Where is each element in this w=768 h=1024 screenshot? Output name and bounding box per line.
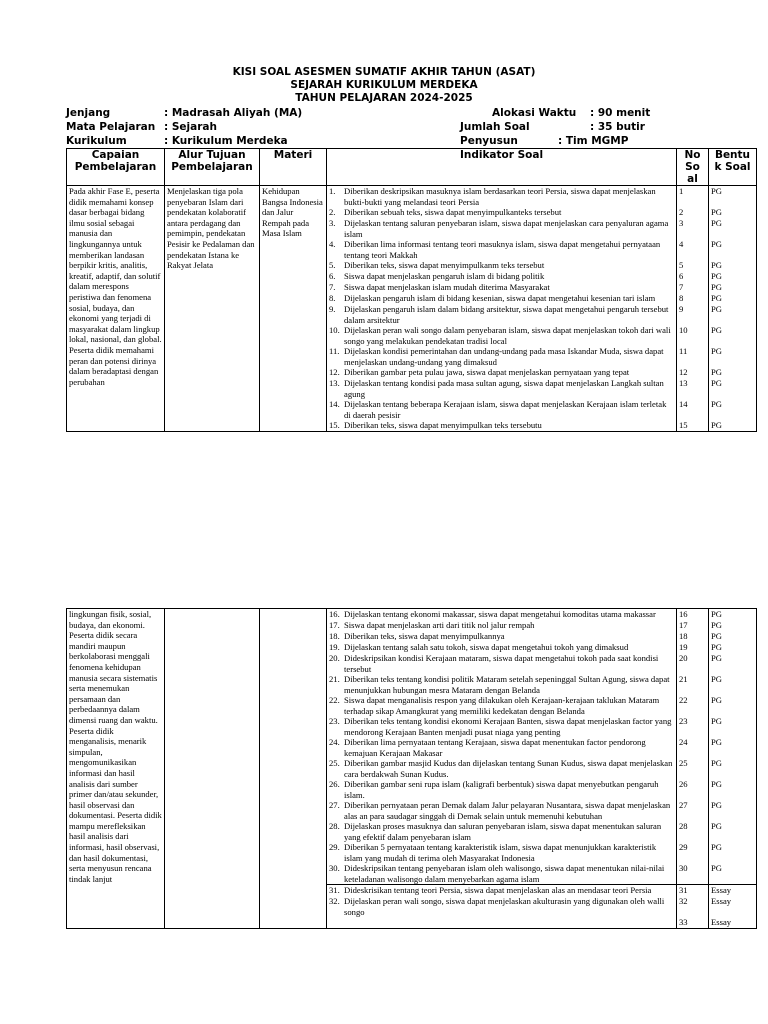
item-text: Dijelaskan tentang saluran penyebaran islam, siswa dapat menjelaskan cara penyaluran agama islam xyxy=(344,218,669,239)
meta-label: Jenjang xyxy=(66,107,111,119)
indikator-item xyxy=(329,282,674,293)
indikator-item xyxy=(329,631,674,642)
header-materi: Materi xyxy=(260,149,327,186)
question-number: 16 xyxy=(679,609,688,619)
question-number: 21 xyxy=(679,674,688,684)
indikator-list xyxy=(329,186,674,431)
item-number: 14. xyxy=(329,399,340,409)
question-number: 17 xyxy=(679,620,688,630)
item-number: 13. xyxy=(329,378,340,388)
question-number: 27 xyxy=(679,800,688,810)
item-number: 11. xyxy=(329,346,340,356)
item-text: Diberikan gambar peta pulau jawa, siswa dapat menjelaskan pernyataan yang tepat xyxy=(344,367,630,377)
question-type: PG xyxy=(711,695,722,705)
meta-value: : 35 butir xyxy=(590,121,645,133)
item-text: Diberikan teks, siswa dapat menyimpulkan teks tersebutu xyxy=(344,420,542,430)
alur-cell: Menjelaskan tiga pola penyebaran Islam dari pendekatan kolaboratif antara perdagang dan pemimpin, pendekatan Pesisir ke Pedalaman dan pendekatan Istana ke Rakyat Jelata xyxy=(165,186,260,432)
question-number: 31 xyxy=(679,885,688,895)
item-number: 27. xyxy=(329,800,340,810)
item-text: Siswa dapat menjelaskan islam mudah diterima Masyarakat xyxy=(344,282,550,292)
alur-cell xyxy=(165,609,260,929)
indikator-item xyxy=(329,271,674,282)
indikator-item xyxy=(329,239,674,260)
no-list xyxy=(679,609,706,884)
question-number: 13 xyxy=(679,378,688,388)
kisi-table-page1 xyxy=(66,148,757,432)
kisi-table-page2 xyxy=(66,608,757,929)
question-number: 4 xyxy=(679,239,684,249)
indikator-item xyxy=(329,260,674,271)
item-text: Siswa dapat menjelaskan arti dari titik nol jalur rempah xyxy=(344,620,535,630)
question-type: PG xyxy=(711,674,722,684)
question-type: PG xyxy=(711,293,722,303)
indikator-item xyxy=(329,304,674,325)
question-number: 2 xyxy=(679,207,684,217)
indikator-item xyxy=(329,367,674,378)
question-number: 11 xyxy=(679,346,688,356)
meta-label: Penyusun xyxy=(460,135,518,147)
item-text: Dijelaskan tentang beberapa Kerajaan islam, siswa dapat menjelaskan Kerajaan islam terletak di daerah pesisir xyxy=(344,399,667,420)
item-text: Diberikan gambar masjid Kudus dan dijelaskan tentang Sunan Kudus, siswa dapat menjelaskan cara berdakwah Sunan Kudus. xyxy=(344,758,673,779)
question-number: 20 xyxy=(679,653,688,663)
item-text: Dijelaskan tentang kondisi pada masa sultan agung, siswa dapat menjelaskan Langkah sultan agung xyxy=(344,378,664,399)
item-number: 31. xyxy=(329,885,340,895)
item-text: Diberikan deskripsikan masuknya islam berdasarkan teori Persia, siswa dapat menjelaskan bukti-bukti yang melandasi teori Persia xyxy=(344,186,656,207)
item-text: Dideskripsikan kondisi Kerajaan mataram, siswa dapat mengetahui tokoh pada saat kondisi tersebut xyxy=(344,653,659,674)
question-type: PG xyxy=(711,779,722,789)
meta-value: : Tim MGMP xyxy=(558,135,629,147)
item-text: Siswa dapat menjelaskan pengaruh islam di bidang politik xyxy=(344,271,545,281)
meta-value: : 90 menit xyxy=(590,107,651,119)
indikator-item xyxy=(329,186,674,207)
question-number: 30 xyxy=(679,863,688,873)
meta-label: Kurikulum xyxy=(66,135,127,147)
item-number: 7. xyxy=(329,282,336,292)
item-number: 10. xyxy=(329,325,340,335)
meta-value: : Kurikulum Merdeka xyxy=(164,135,288,147)
indikator-item xyxy=(329,821,674,842)
header-bentuk: Bentu k Soal xyxy=(709,149,757,186)
indikator-list xyxy=(329,885,674,917)
question-type: PG xyxy=(711,716,722,726)
capaian-cell: Pada akhir Fase E, peserta didik memahami konsep dasar berbagai bidang ilmu sosial sebagai manusia dan lingkungannya untuk memberikan landasan berpikir kritis, analitis, kreatif, adaptif, dan solutif dalam merespons peristiwa dan fenomena sosial, budaya, dan ekonomi yang terjadi di masyarakat dalam lingkup lokal, nasional, dan global. Peserta didik memahami peran dan potensi dirinya dalam beradaptasi dengan perubahan xyxy=(67,186,165,432)
title-line: SEJARAH KURIKULUM MERDEKA xyxy=(290,79,478,91)
item-text: Diberikan lima pernyataan tentang Kerajaan, siswa dapat menentukan factor pendorong kemajuan Kerajaan Makasar xyxy=(344,737,646,758)
question-type: PG xyxy=(711,609,722,619)
question-type: PG xyxy=(711,420,722,430)
item-number: 32. xyxy=(329,896,340,906)
question-type: PG xyxy=(711,346,722,356)
item-number: 1. xyxy=(329,186,336,196)
indikator-item xyxy=(329,842,674,863)
question-number: 32 xyxy=(679,896,688,906)
question-type: PG xyxy=(711,631,722,641)
indikator-item xyxy=(329,207,674,218)
item-number: 16. xyxy=(329,609,340,619)
header-no: No So al xyxy=(677,149,709,186)
question-type: Essay xyxy=(711,896,732,906)
indikator-item xyxy=(329,737,674,758)
question-type: PG xyxy=(711,325,722,335)
question-number: 1 xyxy=(679,186,684,196)
indikator-item xyxy=(329,896,674,917)
question-type: PG xyxy=(711,399,722,409)
item-text: Diberikan teks tentang kondisi ekonomi Kerajaan Banten, siswa dapat menjelaskan factor yang mendorong Kerajaan Banten menjadi pusat niaga yang penting xyxy=(344,716,672,737)
table-row xyxy=(67,609,757,885)
question-number: 15 xyxy=(679,420,688,430)
question-number: 19 xyxy=(679,642,688,652)
header-capaian: Capaian Pembelajaran xyxy=(67,149,165,186)
meta-value: : Madrasah Aliyah (MA) xyxy=(164,107,303,119)
item-text: Dijelaskan pengaruh islam di bidang kesenian, siswa dapat mengetahui kesenian tari islam xyxy=(344,293,656,303)
question-number: 26 xyxy=(679,779,688,789)
indikator-item xyxy=(329,642,674,653)
item-text: Dijelaskan peran wali songo dalam penyebaran islam, siswa dapat menjelaskan tokoh dari wali songo yang melakukan pendekatan tradisi local xyxy=(344,325,671,346)
meta-label: Jumlah Soal xyxy=(460,121,530,133)
question-number: 24 xyxy=(679,737,688,747)
question-type: PG xyxy=(711,642,722,652)
item-text: Dijelaskan peran wali songo, siswa dapat menjelaskan akulturasin yang digunakan oleh walli songo xyxy=(344,896,665,917)
question-number: 3 xyxy=(679,218,684,228)
question-type: PG xyxy=(711,218,722,228)
indikator-item xyxy=(329,695,674,716)
indikator-item xyxy=(329,758,674,779)
question-type: PG xyxy=(711,260,722,270)
question-number: 22 xyxy=(679,695,688,705)
question-type: PG xyxy=(711,620,722,630)
indikator-item xyxy=(329,885,674,896)
item-number: 19. xyxy=(329,642,340,652)
bentuk-list xyxy=(711,885,754,917)
item-text: Dijelaskan tentang ekonomi makassar, siswa dapat mengetahui komoditas utama makassar xyxy=(344,609,656,619)
question-type: PG xyxy=(711,653,722,663)
question-number: 23 xyxy=(679,716,688,726)
item-number: 8. xyxy=(329,293,336,303)
meta-value: : Sejarah xyxy=(164,121,217,133)
meta-label: Mata Pelajaran xyxy=(66,121,156,133)
item-text: Diberikan lima informasi tentang teori masuknya islam, siswa dapat mengetahui pernyataan tentang teori Makkah xyxy=(344,239,661,260)
indikator-item xyxy=(329,779,674,800)
table-header-row xyxy=(67,149,757,186)
indikator-item xyxy=(329,863,674,884)
item-text: Siswa dapat menganalisis respon yang dilakukan oleh Kerajaan-kerajaan taklukan Mataram terhadap sikap Amangkurat yang memiliki kedekatan dengan Belanda xyxy=(344,695,660,716)
title-line: TAHUN PELAJARAN 2024-2025 xyxy=(295,92,473,104)
item-number: 21. xyxy=(329,674,340,684)
item-text: Diberikan teks, siswa dapat menyimpulkanm teks tersebut xyxy=(344,260,545,270)
item-text: Diberikan gambar seni rupa islam (kaligrafi berbentuk) siswa dapat menyebutkan pengaruh islam. xyxy=(344,779,659,800)
question-number: 18 xyxy=(679,631,688,641)
indikator-item xyxy=(329,674,674,695)
item-text: Diberikan sebuah teks, siswa dapat menyimpulkanteks tersebut xyxy=(344,207,562,217)
meta-label: Alokasi Waktu xyxy=(492,107,577,119)
no-list xyxy=(679,885,706,917)
item-number: 28. xyxy=(329,821,340,831)
item-number: 5. xyxy=(329,260,336,270)
item-number: 15. xyxy=(329,420,340,430)
item-number: 12. xyxy=(329,367,340,377)
materi-cell xyxy=(260,609,327,929)
item-number: 9. xyxy=(329,304,336,314)
item-number: 29. xyxy=(329,842,340,852)
header-indikator: Indikator Soal xyxy=(327,149,677,186)
item-text: Dideskripsikan tentang penyebaran islam oleh walisongo, siswa dapat menentukan nilai-nilai keteladanan walisongo dalam menyebarkan agama islam xyxy=(344,863,665,884)
item-number: 25. xyxy=(329,758,340,768)
indikator-item xyxy=(329,293,674,304)
item-number: 22. xyxy=(329,695,340,705)
item-text: Diberikan pernyataan peran Demak dalam Jalur pelayaran Nusantara, siswa dapat menjelaskan alas an para saudagar singgah di Demak selain untuk memenuhi kebutuhan xyxy=(344,800,671,821)
question-number: 12 xyxy=(679,367,688,377)
bentuk-list xyxy=(711,186,754,431)
question-number: 10 xyxy=(679,325,688,335)
indikator-item xyxy=(329,800,674,821)
item-text: Diberikan teks tentang kondisi politik Mataram setelah sepeninggal Sultan Agung, siswa dapat menunjukkan hubungan mesra Mataram dengan Belanda xyxy=(344,674,670,695)
question-type: PG xyxy=(711,821,722,831)
meta-right xyxy=(460,106,650,148)
question-type: PG xyxy=(711,239,722,249)
item-number: 3. xyxy=(329,218,336,228)
meta-left xyxy=(66,106,302,148)
question-number: 5 xyxy=(679,260,684,270)
item-number: 2. xyxy=(329,207,336,217)
question-type: PG xyxy=(711,842,722,852)
indikator-item xyxy=(329,378,674,399)
item-text: Dijelaskan kondisi pemerintahan dan undang-undang pada masa Iskandar Muda, siswa dapat menjelaskan undang-undang yang dimaksud xyxy=(344,346,664,367)
item-number: 30. xyxy=(329,863,340,873)
question-type: PG xyxy=(711,304,722,314)
capaian-cell: lingkungan fisik, sosial, budaya, dan ekonomi. Peserta didik secara mandiri maupun berkolaborasi menggali fenomena kehidupan manusia secara sistematis serta menemukan persamaan dan perbedaannya dalam dimensi ruang dan waktu. Peserta didik menganalisis, menarik simpulan, mengomunikasikan informasi dan hasil analisis dari sumber primer dan/atau sekunder, hasil observasi dan dokumentasi. Peserta didik mampu merefleksikan hasil analisis dari informasi, hasil observasi, dan hasil dokumentasi, serta menyusun rencana tindak lanjut xyxy=(67,609,165,929)
question-type: PG xyxy=(711,737,722,747)
item-number: 18. xyxy=(329,631,340,641)
item-number: 26. xyxy=(329,779,340,789)
question-number: 6 xyxy=(679,271,684,281)
item-number: 23. xyxy=(329,716,340,726)
bentuk-list xyxy=(711,609,754,884)
indikator-item xyxy=(329,609,674,620)
question-number: 8 xyxy=(679,293,684,303)
question-type: PG xyxy=(711,271,722,281)
item-text: Dijelaskan tentang salah satu tokoh, siswa dapat mengetahui tokoh yang dimaksud xyxy=(344,642,629,652)
no-list xyxy=(679,186,706,431)
item-number: 20. xyxy=(329,653,340,663)
extra-type: Essay xyxy=(711,917,732,927)
question-number: 14 xyxy=(679,399,688,409)
materi-cell: Kehidupan Bangsa Indonesia dan Jalur Rempah pada Masa Islam xyxy=(260,186,327,432)
question-type: PG xyxy=(711,367,722,377)
question-type: PG xyxy=(711,282,722,292)
question-type: PG xyxy=(711,378,722,388)
title-line: KISI SOAL ASESMEN SUMATIF AKHIR TAHUN (ASAT) xyxy=(232,66,536,78)
question-number: 9 xyxy=(679,304,684,314)
header-alur: Alur Tujuan Pembelajaran xyxy=(165,149,260,186)
question-type: PG xyxy=(711,207,722,217)
question-type: Essay xyxy=(711,885,732,895)
question-number: 25 xyxy=(679,758,688,768)
indikator-item xyxy=(329,653,674,674)
item-text: Diberikan teks, siswa dapat menyimpulkannya xyxy=(344,631,505,641)
question-type: PG xyxy=(711,758,722,768)
extra-no: 33 xyxy=(679,917,688,927)
indikator-item xyxy=(329,346,674,367)
table-row xyxy=(67,186,757,432)
question-type: PG xyxy=(711,863,722,873)
question-number: 29 xyxy=(679,842,688,852)
indikator-item xyxy=(329,420,674,431)
question-number: 7 xyxy=(679,282,684,292)
item-text: Diberikan 5 pernyataan tentang karakteristik islam, siswa dapat menunjukkan karakteristik islam yang mudah di terima oleh Masyarakat Indonesia xyxy=(344,842,657,863)
question-number: 28 xyxy=(679,821,688,831)
item-number: 17. xyxy=(329,620,340,630)
item-number: 24. xyxy=(329,737,340,747)
question-type: PG xyxy=(711,186,722,196)
indikator-item xyxy=(329,218,674,239)
item-number: 4. xyxy=(329,239,336,249)
indikator-item xyxy=(329,716,674,737)
question-type: PG xyxy=(711,800,722,810)
indikator-item xyxy=(329,325,674,346)
indikator-item xyxy=(329,620,674,631)
item-number: 6. xyxy=(329,271,336,281)
indikator-list xyxy=(329,609,674,884)
item-text: Dijelaskan pengaruh islam dalam bidang arsitektur, siswa dapat mengetahui pengaruh tersebut dalam arsitektur xyxy=(344,304,669,325)
document-title xyxy=(0,66,768,105)
item-text: Dideskrisikan tentang teori Persia, siswa dapat menjelaskan alas an mendasar teori Persia xyxy=(344,885,652,895)
indikator-item xyxy=(329,399,674,420)
item-text: Dijelaskan proses masuknya dan saluran penyebaran islam, siswa dapat menentukan saluran yang efektif dalam penyebaran islam xyxy=(344,821,662,842)
